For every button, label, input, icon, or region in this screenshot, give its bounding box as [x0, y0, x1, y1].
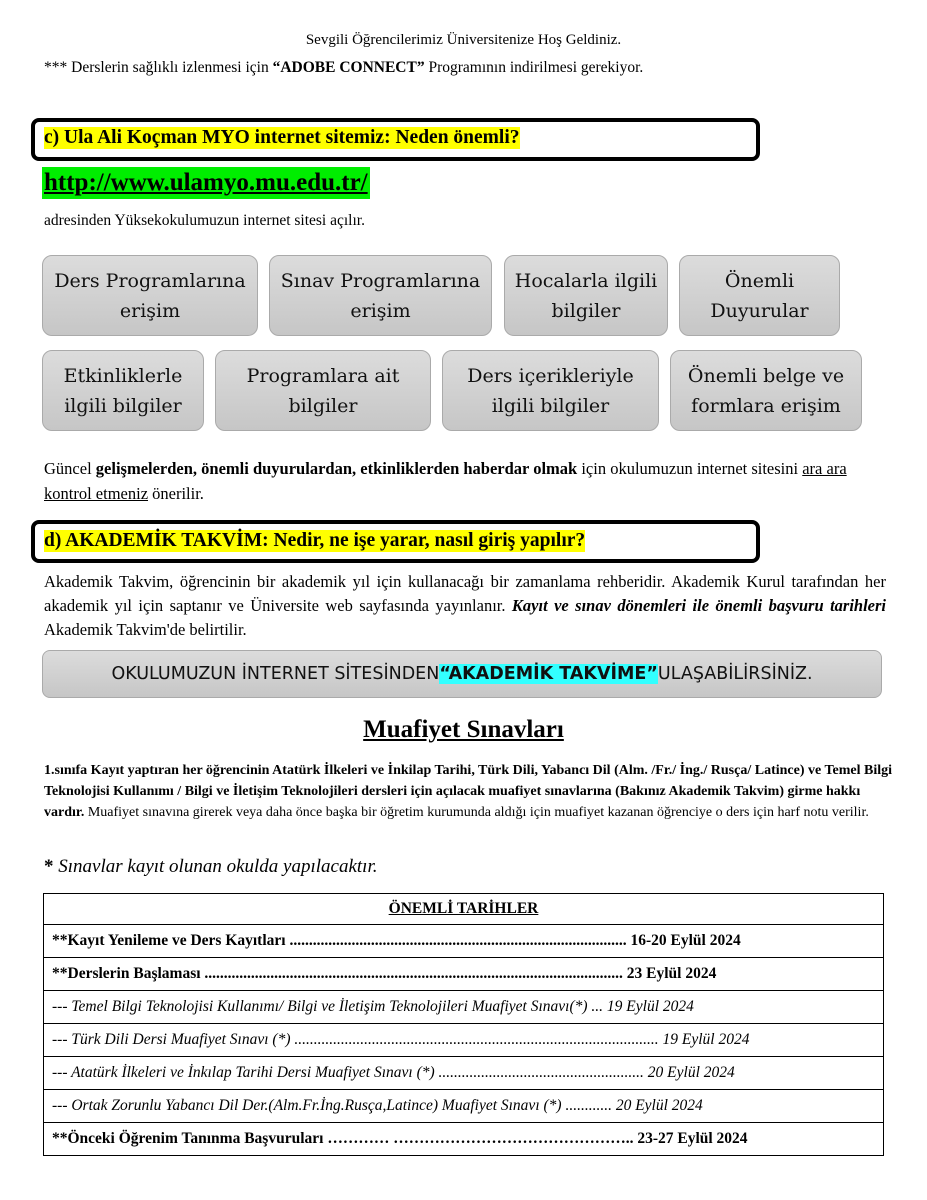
button-ders-programlari[interactable] [42, 255, 258, 336]
button-programlar[interactable] [215, 350, 431, 431]
greeting-text: Sevgili Öğrencilerimiz Üniversitenize Hoş Geldiniz. [305, 32, 622, 48]
button-ders-icerikleri[interactable] [442, 350, 659, 431]
website-url-link[interactable]: http://www.ulamyo.mu.edu.tr/ [42, 167, 370, 199]
para2-suffix: Akademik Takvim'de belirtilir. [44, 620, 247, 639]
button-label-line1: Önemli belge ve [687, 364, 845, 387]
section-d-title: d) AKADEMİK TAKVİM: Nedir, ne işe yarar, nasıl giriş yapılır? [44, 530, 586, 551]
table-row: **Derslerin Başlaması ............................................................................................................ 23 Eylül 2024 [44, 958, 884, 991]
para1-underline: ara ara kontrol etmeniz [44, 459, 847, 503]
banner-highlight: “AKADEMİK TAKVİME” [439, 664, 658, 684]
table-row: --- Atatürk İlkeleri ve İnkılap Tarihi Dersi Muafiyet Sınavı (*) ..................................................... 20 Eylül 2024 [44, 1057, 884, 1090]
note-text: Sınavlar kayıt olunan okulda yapılacaktır. [53, 856, 378, 877]
table-row: --- Ortak Zorunlu Yabancı Dil Der.(Alm.Fr.İng.Rusça,Latince) Muafiyet Sınavı (*) ............ 20 Eylül 2024 [44, 1090, 884, 1123]
muaf-body-bold: 1.sınıfa Kayıt yaptıran her öğrencinin Atatürk İlkeleri ve İnkilap Tarihi, Türk Dili, Yabancı Dil (Alm. /Fr./ İng./ Rusça/ Latince) ve Temel Bilgi Teknolojisi Kullanımı / Bilgi ve İletişim Teknolojileri dersleri için açılacak muafiyet sınavlarına (Bakınız Akademik Takvim) girme hakkı vardır. [44, 763, 892, 820]
table-row: --- Türk Dili Dersi Muafiyet Sınavı (*) .............................................................................................. 19 Eylül 2024 [44, 1024, 884, 1057]
button-label-line2: erişim [119, 299, 181, 322]
adobe-connect-note [44, 59, 643, 77]
button-onemli-duyurular[interactable] [679, 255, 840, 336]
button-label-line1: Önemli [724, 269, 795, 292]
website-advice-paragraph [44, 456, 886, 506]
adobe-note-bold: “ADOBE CONNECT” [272, 59, 425, 76]
website-description: adresinden Yüksekokulumuzun internet sitesi açılır. [44, 212, 365, 229]
exam-location-note [44, 856, 378, 878]
academic-calendar-paragraph [44, 570, 886, 642]
button-label-line2: ilgili bilgiler [491, 394, 610, 417]
exemption-exams-body [44, 760, 894, 823]
banner-prefix: OKULUMUZUN İNTERNET SİTESİNDEN [111, 664, 440, 684]
button-label-line1: Etkinliklerle [63, 364, 183, 387]
adobe-note-prefix: *** Derslerin sağlıklı izlenmesi için [44, 59, 273, 76]
table-row: **Önceki Öğrenim Tanınma Başvuruları ………… ……………………………………….. 23-27 Eylül 2024 [44, 1123, 884, 1156]
button-label-line1: Sınav Programlarına [280, 269, 481, 292]
button-etkinlikler[interactable] [42, 350, 204, 431]
para1-bold: gelişmelerden, önemli duyurulardan, etkinliklerden haberdar olmak [95, 459, 578, 478]
button-hocalar[interactable] [504, 255, 668, 336]
button-label-line2: erişim [350, 299, 411, 322]
section-c-title: c) Ula Ali Koçman MYO internet sitemiz: Neden önemli? [44, 127, 520, 148]
para1-suffix: önerilir. [148, 484, 204, 503]
button-label-line2: formlara erişim [691, 394, 841, 417]
button-belge-formlar[interactable] [670, 350, 862, 431]
button-label-line2: Duyurular [710, 299, 809, 322]
table-row: **Kayıt Yenileme ve Ders Kayıtları ....................................................................................... 16-20 Eylül 2024 [44, 925, 884, 958]
button-label-line1: Hocalarla ilgili [514, 269, 658, 292]
important-dates-title: ÖNEMLİ TARİHLER [44, 894, 884, 925]
para2-bold-italic: Kayıt ve sınav dönemleri ile önemli başvuru tarihleri [511, 596, 886, 615]
para1-prefix: Güncel [44, 459, 96, 478]
button-label-line2: ilgili bilgiler [64, 394, 182, 417]
banner-suffix: ULAŞABİLİRSİNİZ. [657, 664, 813, 684]
adobe-note-suffix: Programının indirilmesi gerekiyor. [424, 59, 644, 76]
important-dates-table [43, 893, 884, 1156]
para2-main: Akademik Takvim, öğrencinin bir akademik yıl için kullanacağı bir zamanlama rehberidir. Akademik Kurul tarafından her akademik yıl için saptanır ve Üniversite web sayfasında yayınlanır. [44, 572, 886, 615]
button-label-line1: Ders Programlarına [54, 269, 246, 292]
button-label-line1: Programlara ait [246, 364, 400, 387]
note-star: * [44, 856, 54, 877]
button-label-line2: bilgiler [551, 299, 621, 322]
exemption-exams-title: Muafiyet Sınavları [363, 716, 564, 743]
button-sinav-programlari[interactable] [269, 255, 492, 336]
academic-calendar-banner[interactable] [42, 650, 882, 698]
table-row: --- Temel Bilgi Teknolojisi Kullanımı/ Bilgi ve İletişim Teknolojileri Muafiyet Sınavı(*) ... 19 Eylül 2024 [44, 991, 884, 1024]
button-label-line2: bilgiler [288, 394, 358, 417]
button-label-line1: Ders içerikleriyle [467, 364, 634, 387]
muaf-body-normal: Muafiyet sınavına girerek veya daha önce başka bir öğretim kurumunda aldığı için muafiyet kazanan öğrenciye o ders için harf notu verilir. [84, 805, 869, 820]
para1-mid: için okulumuzun internet sitesini [577, 459, 803, 478]
